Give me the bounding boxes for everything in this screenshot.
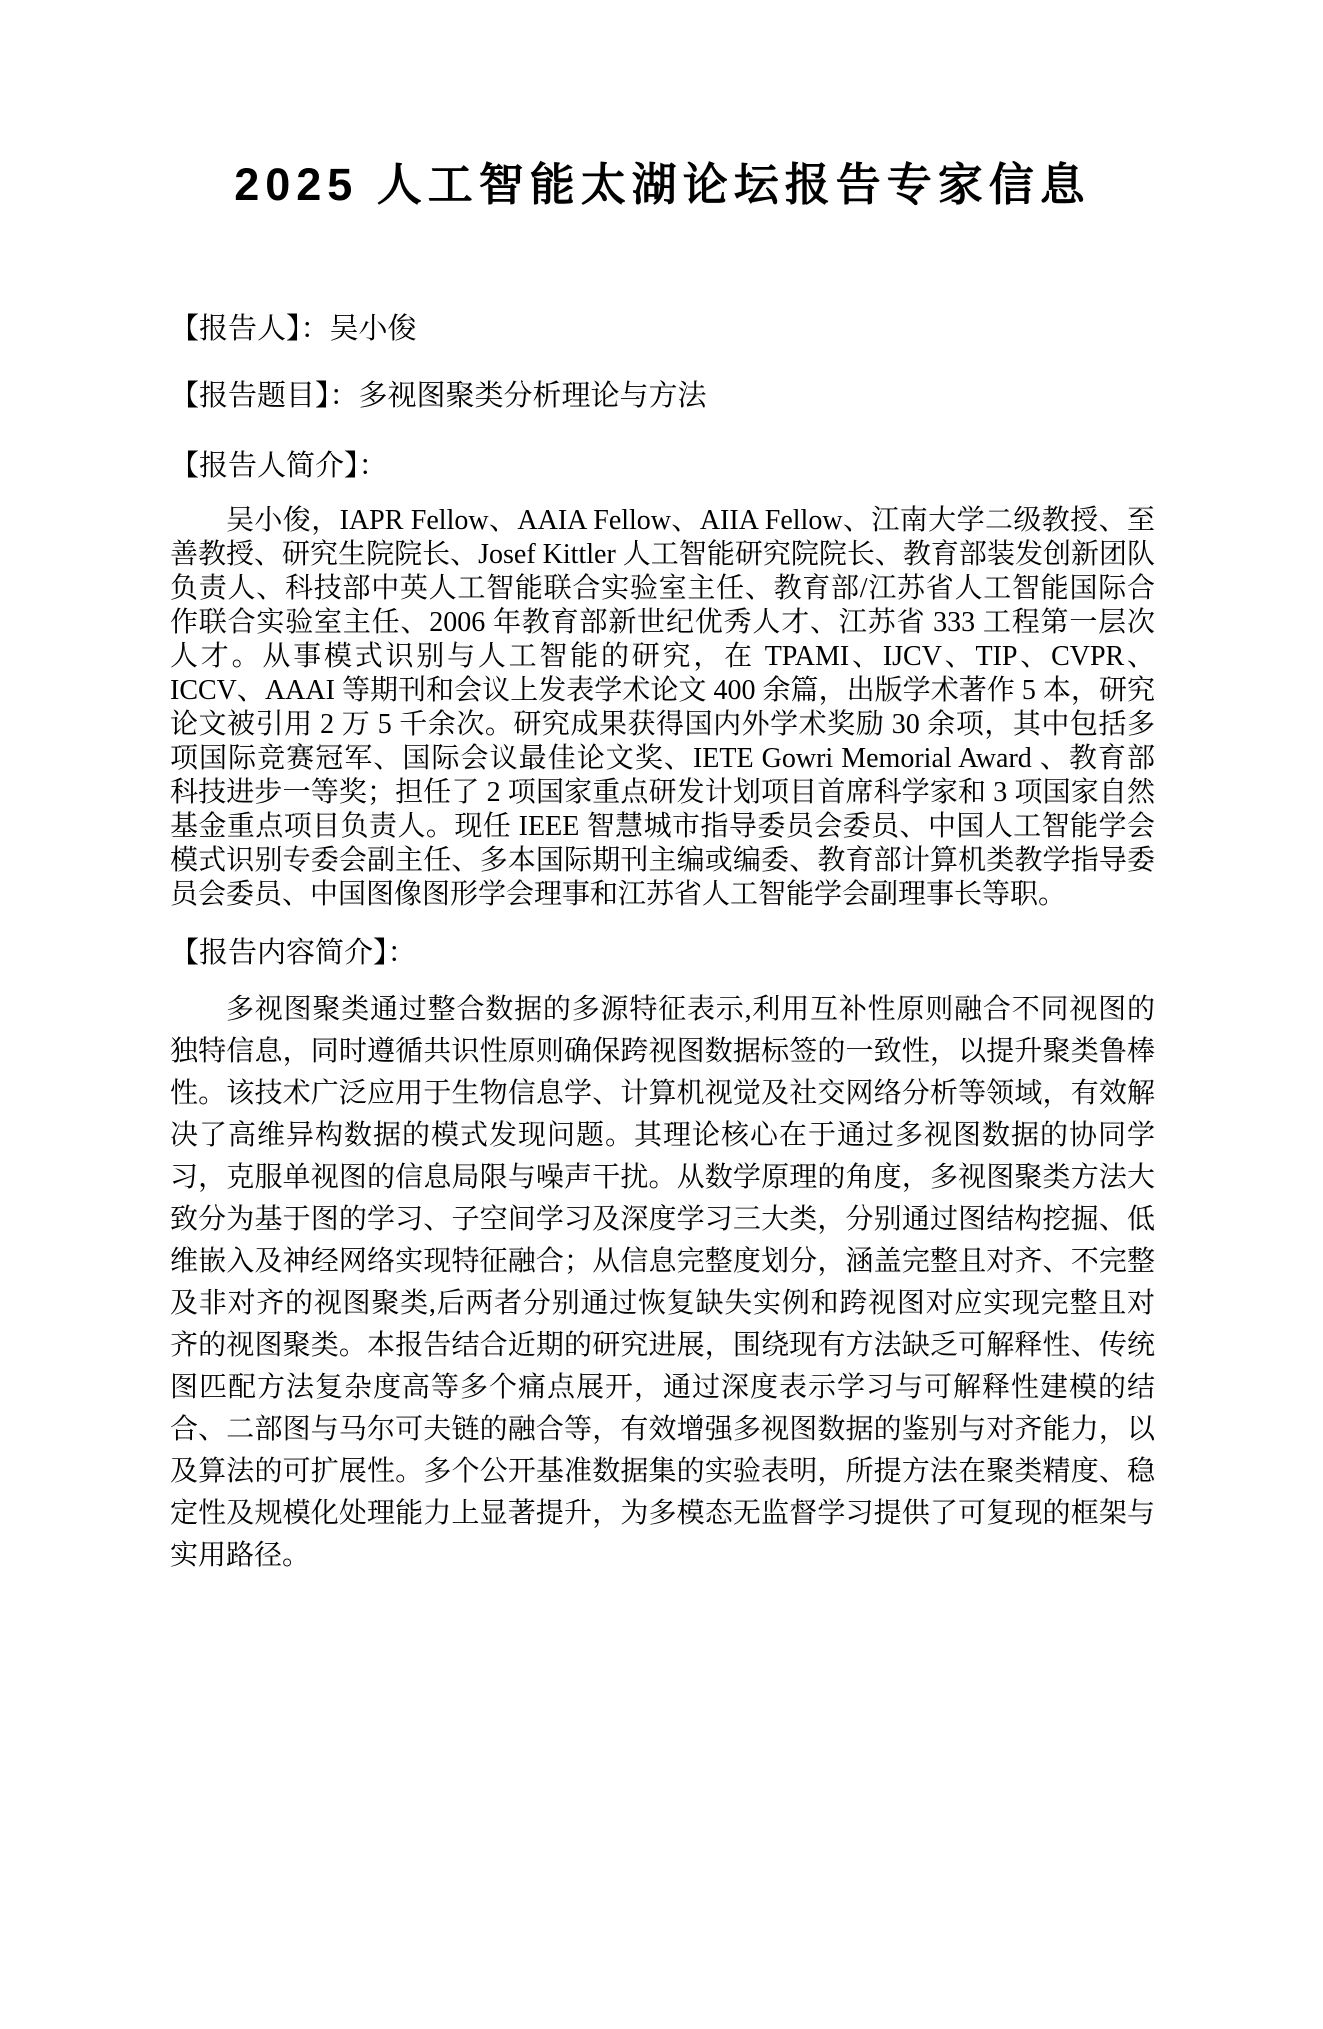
document-page bbox=[0, 158, 1323, 2029]
field-speaker-label: 【报告人】： bbox=[170, 313, 330, 345]
field-topic bbox=[170, 379, 1155, 414]
field-topic-label: 【报告题目】： bbox=[170, 380, 359, 412]
bio-paragraph: 吴小俊，IAPR Fellow、AAIA Fellow、AIIA Fellow、江南大学二级教授、至善教授、研究生院院长、Josef Kittler 人工智能研究院院长、教育部装发创新团队负责人、科技部中英人工智能联合实验室主任、教育部/江苏省人工智能国际合作联合实验室主任、2006 年教育部新世纪优秀人才、江苏省 333 工程第一层次人才。从事模式识别与人工智能的研究，在 TPAMI、IJCV、TIP、CVPR、ICCV、AAAI 等期刊和会议上发表学术论文 400 余篇，出版学术著作 5 本，研究论文被引用 2 万 5 千余次。研究成果获得国内外学术奖励 30 余项，其中包括多项国际竞赛冠军、国际会议最佳论文奖、IETE Gowri Memorial Award 、教育部科技进步一等奖；担任了 2 项国家重点研发计划项目首席科学家和 3 项国家自然基金重点项目负责人。现任 IEEE 智慧城市指导委员会委员、中国人工智能学会模式识别专委会副主任、多本国际期刊主编或编委、教育部计算机类教学指导委员会委员、中国图像图形学会理事和江苏省人工智能学会副理事长等职。 bbox=[170, 505, 1155, 910]
field-topic-value: 多视图聚类分析理论与方法 bbox=[358, 380, 707, 412]
bio-section-heading: 【报告人简介】： bbox=[170, 450, 388, 482]
abstract-paragraph: 多视图聚类通过整合数据的多源特征表示,利用互补性原则融合不同视图的独特信息，同时遵循共识性原则确保跨视图数据标签的一致性，以提升聚类鲁棒性。该技术广泛应用于生物信息学、计算机视觉及社交网络分析等领域，有效解决了高维异构数据的模式发现问题。其理论核心在于通过多视图数据的协同学习，克服单视图的信息局限与噪声干扰。从数学原理的角度，多视图聚类方法大致分为基于图的学习、子空间学习及深度学习三大类，分别通过图结构挖掘、低维嵌入及神经网络实现特征融合；从信息完整度划分，涵盖完整且对齐、不完整及非对齐的视图聚类,后两者分别通过恢复缺失实例和跨视图对应实现完整且对齐的视图聚类。本报告结合近期的研究进展，围绕现有方法缺乏可解释性、传统图匹配方法复杂度高等多个痛点展开，通过深度表示学习与可解释性建模的结合、二部图与马尔可夫链的融合等，有效增强多视图数据的鉴别与对齐能力，以及算法的可扩展性。多个公开基准数据集的实验表明，所提方法在聚类精度、稳定性及规模化处理能力上显著提升，为多模态无监督学习提供了可复现的框架与实用路径。 bbox=[170, 994, 1155, 1571]
abstract-section-heading: 【报告内容简介】： bbox=[170, 937, 417, 969]
field-speaker bbox=[170, 312, 1155, 347]
field-speaker-value: 吴小俊 bbox=[329, 313, 417, 345]
document-title: 2025 人工智能太湖论坛报告专家信息 bbox=[234, 159, 1091, 210]
